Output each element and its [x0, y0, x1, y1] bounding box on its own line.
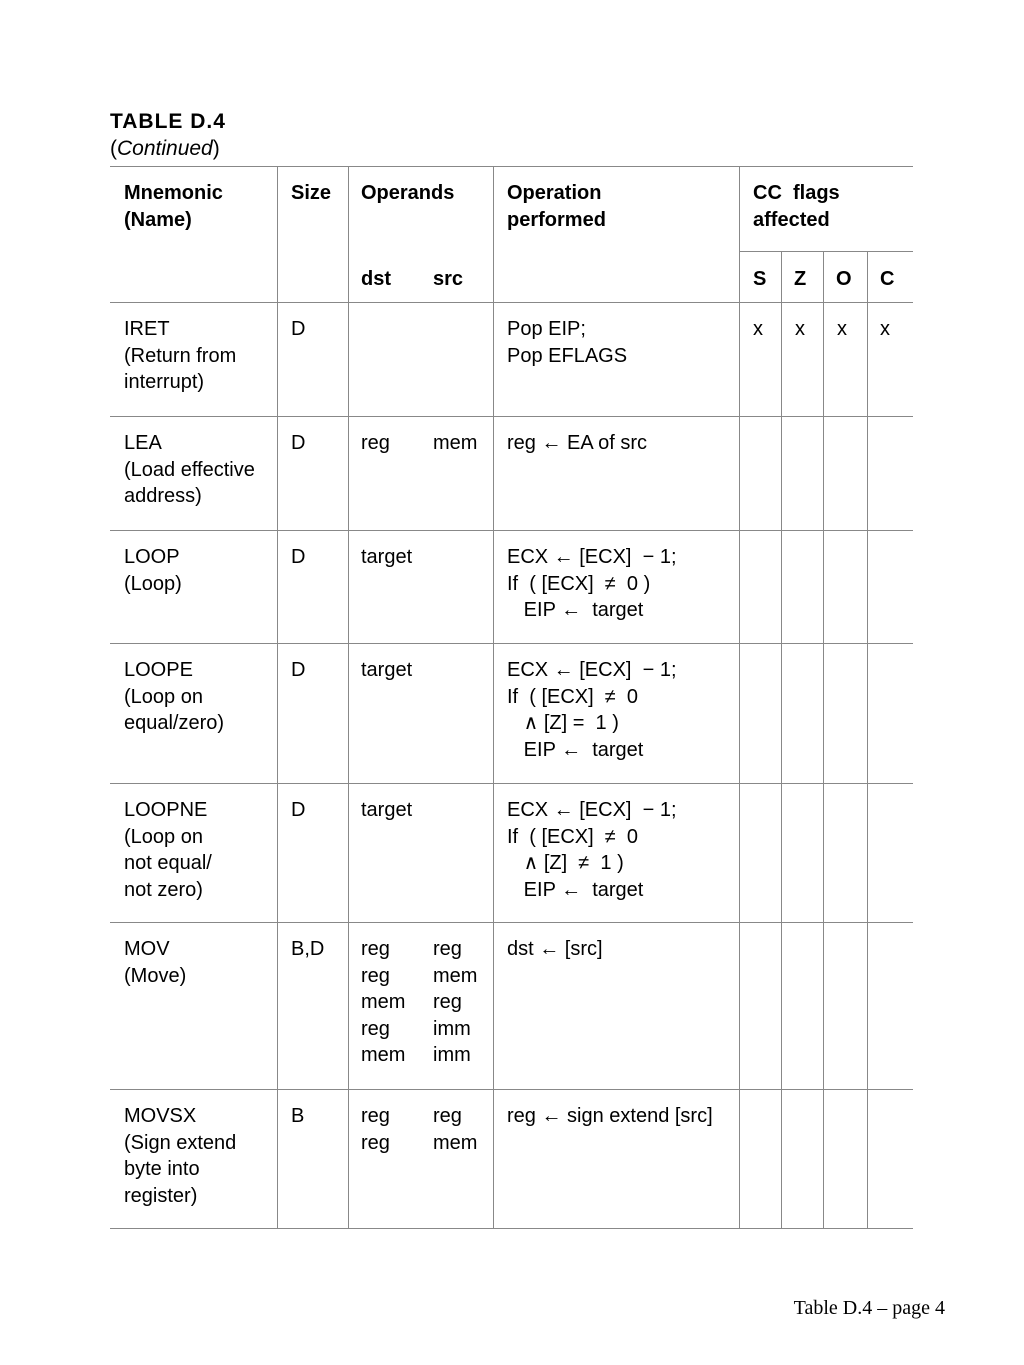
cell-mnemonic: LEA (Load effective address) — [124, 432, 255, 507]
header-bottom-rule — [110, 302, 913, 303]
cell-size: D — [291, 432, 306, 454]
cell-src: mem — [433, 432, 478, 454]
row-rule — [110, 416, 913, 417]
cell-size: B — [291, 1105, 305, 1127]
cell-dst: target — [361, 546, 413, 568]
header-cc-flags: CC flags affected — [753, 182, 840, 231]
table-title: TABLE D.4 — [110, 110, 226, 133]
flag-col-divider — [867, 251, 868, 1228]
cell-mnemonic: IRET (Return from interrupt) — [124, 318, 237, 393]
cell-operation: reg ← EA of src — [507, 432, 648, 454]
col-divider — [348, 166, 349, 1228]
row-rule — [110, 1089, 913, 1090]
header-flag-z: Z — [794, 268, 807, 290]
table-top-rule — [110, 166, 913, 167]
cell-dst: reg reg mem reg mem — [361, 938, 406, 1066]
cell-mnemonic: LOOPNE (Loop on not equal/ not zero) — [124, 799, 212, 901]
cell-flag-z: x — [795, 318, 805, 340]
cell-mnemonic: MOVSX (Sign extend byte into register) — [124, 1105, 237, 1207]
col-divider — [493, 166, 494, 1228]
row-rule — [110, 922, 913, 923]
row-rule — [110, 530, 913, 531]
header-operation: Operation performed — [507, 182, 606, 231]
header-flag-o: O — [836, 268, 852, 290]
cell-mnemonic: LOOP (Loop) — [124, 546, 182, 595]
table-subtitle: (Continued) — [110, 137, 220, 160]
cell-size: B,D — [291, 938, 325, 960]
table-bottom-rule — [110, 1228, 913, 1229]
header-dst: dst — [361, 268, 391, 290]
header-mnemonic: Mnemonic (Name) — [124, 182, 223, 231]
cell-mnemonic: MOV (Move) — [124, 938, 187, 987]
cell-mnemonic: LOOPE (Loop on equal/zero) — [124, 659, 225, 734]
cell-flag-o: x — [837, 318, 847, 340]
header-size: Size — [291, 182, 332, 204]
cell-dst: reg — [361, 432, 390, 454]
page-footer: Table D.4 – page 4 — [793, 1297, 945, 1319]
cell-size: D — [291, 546, 306, 568]
cell-size: D — [291, 318, 306, 340]
header-flag-s: S — [753, 268, 767, 290]
row-rule — [110, 783, 913, 784]
cell-size: D — [291, 659, 306, 681]
cell-dst: target — [361, 799, 413, 821]
cell-operation: reg ← sign extend [src] — [507, 1105, 713, 1127]
cell-src: reg mem reg imm imm — [433, 938, 478, 1066]
cell-dst: reg reg — [361, 1105, 390, 1154]
cell-dst: target — [361, 659, 413, 681]
cc-subheader-rule — [739, 251, 913, 252]
cell-size: D — [291, 799, 306, 821]
row-rule — [110, 643, 913, 644]
flag-col-divider — [823, 251, 824, 1228]
col-divider — [739, 166, 740, 1228]
header-flag-c: C — [880, 268, 895, 290]
cell-flag-c: x — [880, 318, 890, 340]
col-divider — [277, 166, 278, 1228]
flag-col-divider — [781, 251, 782, 1228]
cell-src: reg mem — [433, 1105, 478, 1154]
header-operands: Operands — [361, 182, 455, 204]
cell-operation: Pop EIP; Pop EFLAGS — [507, 318, 628, 367]
cell-operation: ECX ← [ECX] − 1; If ( [ECX] ≠ 0 ∧ [Z] = 1 ) EIP ← target — [507, 659, 677, 761]
cell-operation: ECX ← [ECX] − 1; If ( [ECX] ≠ 0 ∧ [Z] ≠ 1 ) EIP ← target — [507, 799, 677, 901]
cell-operation: dst ← [src] — [507, 938, 603, 960]
header-src: src — [433, 268, 464, 290]
cell-operation: ECX ← [ECX] − 1; If ( [ECX] ≠ 0 ) EIP ← target — [507, 546, 677, 621]
cell-flag-s: x — [753, 318, 763, 340]
